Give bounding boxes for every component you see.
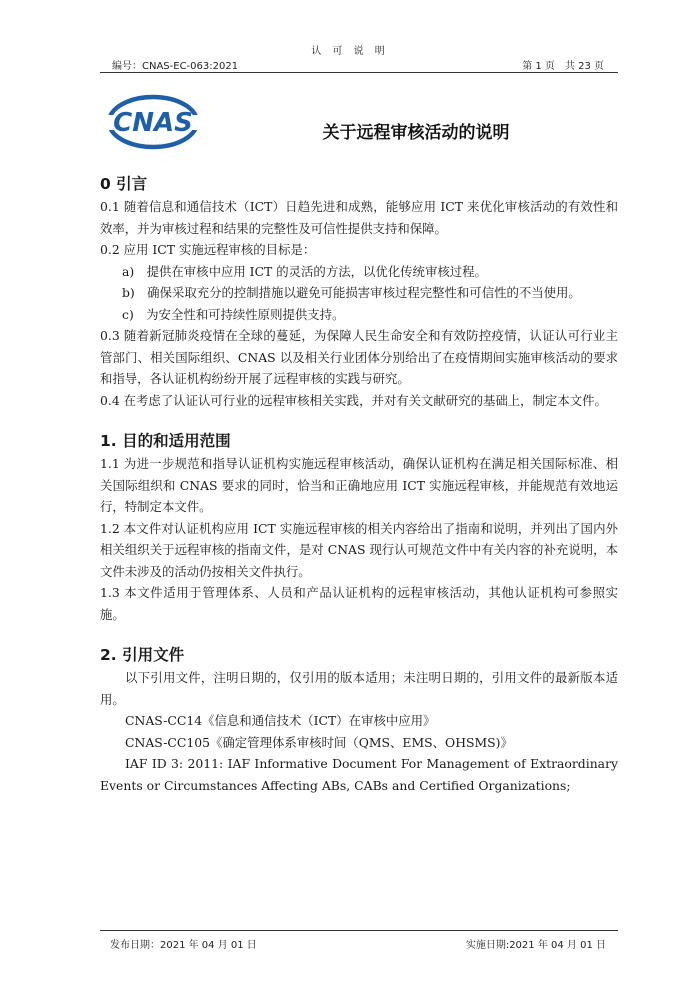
cnas-logo	[100, 84, 206, 160]
cnas-logo-icon	[100, 84, 206, 160]
list-item-b: b) 确保采取充分的控制措施以避免可能损害审核过程完整性和可信性的不当使用。	[122, 285, 581, 300]
list-item-c: c) 为安全性和可持续性原则提供支持。	[122, 306, 345, 322]
reference-item: CNAS-CC14《信息和通信技术（ICT）在审核中应用》	[125, 713, 436, 728]
document-type-label: 认 可 说 明	[311, 46, 389, 57]
reference-item: CNAS-CC105《确定管理体系审核时间（QMS、EMS、OHSMS)》	[125, 734, 513, 750]
document-body	[100, 172, 618, 796]
paragraph-0-2: 0.2 应用 ICT 实施远程审核的目标是：	[100, 242, 316, 257]
list-item-a: a) 提供在审核中应用 ICT 的灵活的方法，以优化传统审核过程。	[122, 263, 487, 279]
section-heading-scope: 1. 目的和适用范围	[100, 432, 231, 450]
document-title: 关于远程审核活动的说明	[322, 123, 510, 143]
paragraph-0-4: 0.4 在考虑了认证认可行业的远程审核相关实践，并对有关文献研究的基础上，制定本文件。	[100, 392, 607, 408]
section-heading-introduction: 0 引言	[100, 175, 148, 193]
header-divider	[100, 72, 618, 73]
paragraph-0-1: 0.1 随着信息和通信技术（ICT）日趋先进和成熟，能够应用 ICT 来优化审核活动的有效性和效率，并为审核过程和结果的完整性及可信性提供支持和保障。	[100, 199, 618, 236]
svg-text:CNAS: CNAS	[113, 108, 193, 138]
page-footer	[100, 936, 618, 950]
references-intro: 以下引用文件，注明日期的，仅引用的版本适用；未注明日期的，引用文件的最新版本适用。	[100, 670, 618, 707]
publish-date: 发布日期：2021 年 04 月 01 日	[110, 940, 257, 951]
page-header	[100, 57, 618, 71]
page-number: 第 1 页 共 23 页	[522, 61, 604, 72]
document-number: 编号：CNAS-EC-063:2021	[112, 61, 239, 72]
paragraph-1-2: 1.2 本文件对认证机构应用 ICT 实施远程审核的相关内容给出了指南和说明，并列出了国内外相关组织关于远程审核的指南文件，是对 CNAS 现行认可规范文件中有关内容的补充说明，本文件未涉及的活动仍按相关文件执行。	[100, 520, 618, 579]
effective-date: 实施日期:2021 年 04 月 01 日	[465, 940, 606, 951]
section-heading-references: 2. 引用文件	[100, 646, 185, 664]
footer-divider	[100, 930, 618, 931]
paragraph-1-3: 1.3 本文件适用于管理体系、人员和产品认证机构的远程审核活动，其他认证机构可参照实施。	[100, 585, 618, 622]
reference-item: IAF ID 3: 2011: IAF Informative Document For Management of Extraordinary Events or Circumstances Affecting ABs, CABs and Certified Organizations;	[100, 756, 618, 793]
paragraph-1-1: 1.1 为进一步规范和指导认证机构实施远程审核活动，确保认证机构在满足相关国际标准、相关国际组织和 CNAS 要求的同时，恰当和正确地应用 ICT 实施远程审核，并能规范有效地运行，特制定本文件。	[100, 456, 618, 514]
paragraph-0-3: 0.3 随着新冠肺炎疫情在全球的蔓延，为保障人民生命安全和有效防控疫情，认证认可行业主管部门、相关国际组织、CNAS 以及相关行业团体分别给出了在疫情期间实施审核活动的要求和指导，各认证机构纷纷开展了远程审核的实践与研究。	[100, 328, 618, 386]
